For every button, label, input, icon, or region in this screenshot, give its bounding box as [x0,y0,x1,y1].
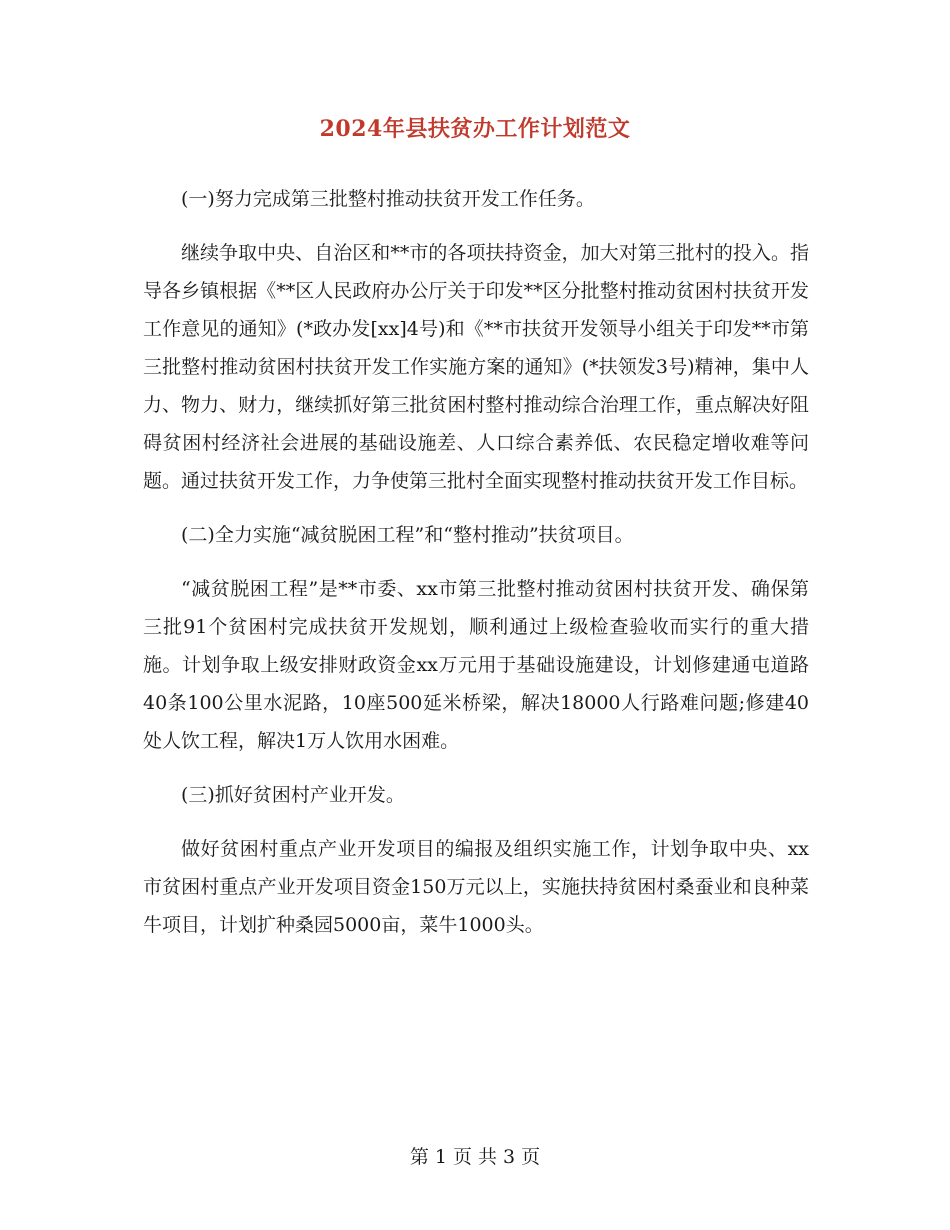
page-footer: 第 1 页 共 3 页 [409,1146,541,1168]
section-heading-1: (一)努力完成第三批整村推动扶贫开发工作任务。 [181,188,595,210]
section-paragraph-1: 继续争取中央、自治区和**市的各项扶持资金，加大对第三批村的投入。指导各乡镇根据《**区人民政府办公厅关于印发**区分批整村推动贫困村扶贫开发工作意见的通知》(*政办发[xx]4号)和《**市扶贫开发领导小组关于印发**市第三批整村推动贫困村扶贫开发工作实施方案的通知》(*扶领发3号)精神，集中人力、物力、财力，继续抓好第三批贫困村整村推动综合治理工作，重点解决好阻碍贫困村经济社会进展的基础设施差、人口综合素养低、农民稳定增收难等问题。通过扶贫开发工作，力争使第三批村全面实现整村推动扶贫开发工作目标。 [143,242,809,492]
section-heading-2: (二)全力实施“减贫脱困工程”和“整村推动”扶贫项目。 [181,524,634,546]
section-paragraph-3: 做好贫困村重点产业开发项目的编报及组织实施工作，计划争取中央、xx市贫困村重点产业开发项目资金150万元以上，实施扶持贫困村桑蚕业和良种菜牛项目，计划扩种桑园5000亩，菜牛1000头。 [143,838,809,936]
document-body [143,180,809,960]
document-title: 2024年县扶贫办工作计划范文 [319,116,631,142]
section-paragraph-2: “减贫脱困工程”是**市委、xx市第三批整村推动贫困村扶贫开发、确保第三批91个贫困村完成扶贫开发规划，顺利通过上级检查验收而实行的重大措施。计划争取上级安排财政资金xx万元用于基础设施建设，计划修建通屯道路40条100公里水泥路，10座500延米桥梁，解决18000人行路难问题;修建40处人饮工程，解决1万人饮用水困难。 [143,578,809,752]
section-heading-3: (三)抓好贫困村产业开发。 [181,784,405,806]
